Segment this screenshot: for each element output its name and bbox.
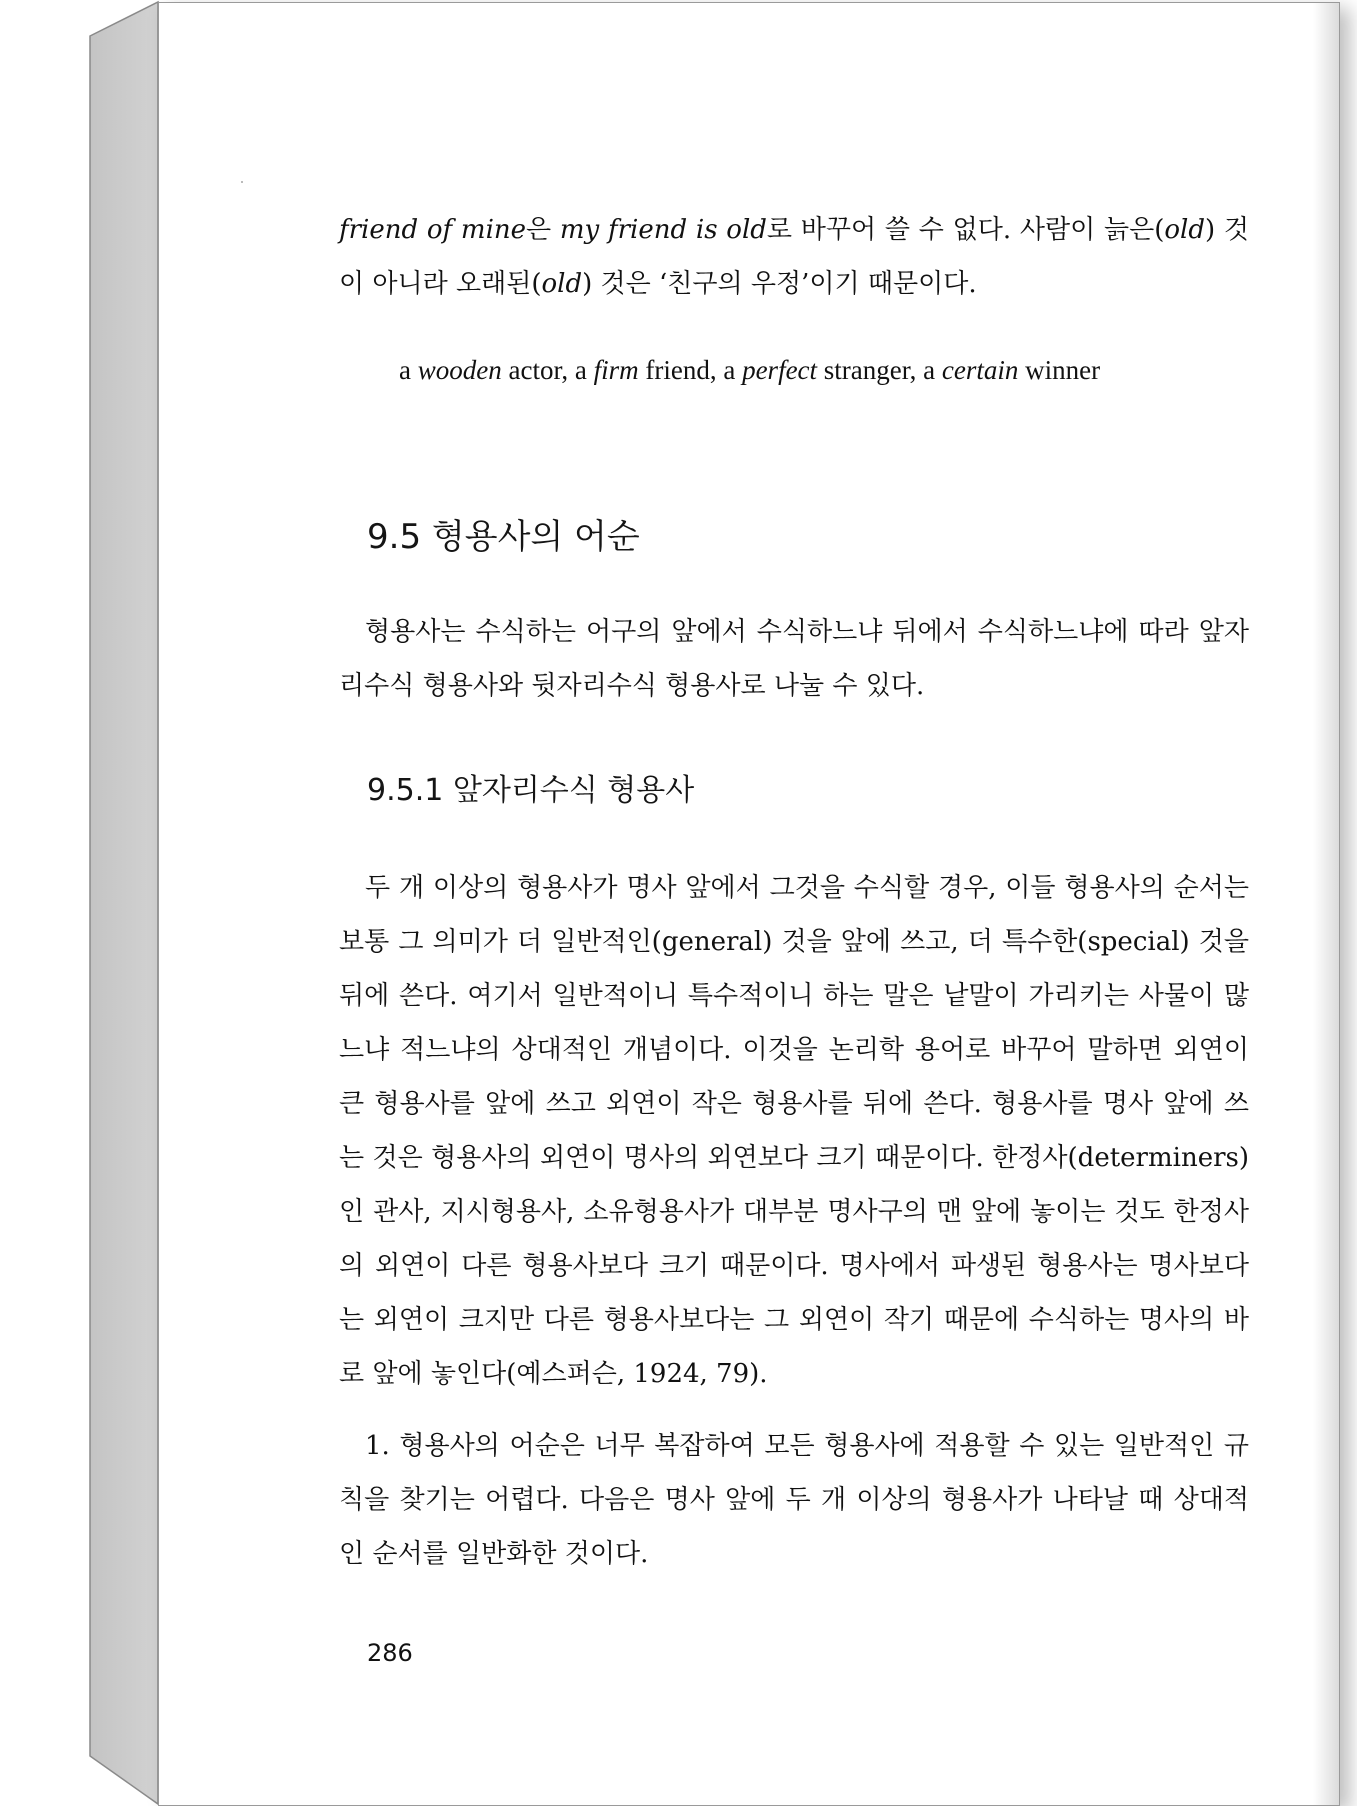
book-spine — [0, 0, 170, 1806]
example-phrase-run: stranger, a — [817, 355, 942, 385]
example-phrase-run: certain — [941, 355, 1019, 385]
top-paragraph-run: old — [541, 269, 583, 299]
top-paragraph-run: 은 — [526, 215, 560, 245]
top-paragraph-run: 로 바꾸어 쓸 수 없다. 사람이 늙은( — [766, 215, 1165, 245]
example-phrase-run: actor, a — [501, 355, 594, 385]
example-phrase-run: a — [399, 355, 418, 385]
section-intro-paragraph: 형용사는 수식하는 어구의 앞에서 수식하느냐 뒤에서 수식하느냐에 따라 앞자리수식 형용사와 뒷자리수식 형용사로 나눌 수 있다. — [339, 617, 1249, 701]
example-phrase-run: wooden — [417, 355, 502, 385]
rule-paragraph: 1. 형용사의 어순은 너무 복잡하여 모든 형용사에 적용할 수 있는 일반적인 규칙을 찾기는 어렵다. 다음은 명사 앞에 두 개 이상의 형용사가 나타날 때 상대적인 순서를 일반화한 것이다. — [339, 1431, 1249, 1569]
top-paragraph-run: ) 것은 ‘친구의 우정’이기 때문이다. — [582, 269, 977, 299]
section-heading: 9.5 형용사의 어순 — [367, 517, 640, 557]
example-phrase-run: firm — [593, 355, 639, 385]
example-phrase-run: winner — [1018, 355, 1101, 385]
example-phrase-run: perfect — [742, 355, 818, 385]
example-phrase-line — [399, 355, 1100, 386]
page-edge-shading — [1313, 3, 1339, 1805]
example-phrase-run: friend, a — [638, 355, 743, 385]
top-paragraph — [339, 203, 1249, 311]
subsection-heading: 9.5.1 앞자리수식 형용사 — [367, 773, 695, 808]
main-paragraph: 두 개 이상의 형용사가 명사 앞에서 그것을 수식할 경우, 이들 형용사의 순서는 보통 그 의미가 더 일반적인(general) 것을 앞에 쓰고, 더 특수한(special) 것을 뒤에 쓴다. 여기서 일반적이니 특수적이니 하는 말은 낱말이 가리키는 사물이 많느냐 적느냐의 상대적인 개념이다. 이것을 논리학 용어로 바꾸어 말하면 외연이 큰 형용사를 앞에 쓰고 외연이 작은 형용사를 뒤에 쓴다. 형용사를 명사 앞에 쓰는 것은 형용사의 외연이 명사의 외연보다 크기 때문이다. 한정사(determiners)인 관사, 지시형용사, 소유형용사가 대부분 명사구의 맨 앞에 놓이는 것도 한정사의 외연이 다른 형용사보다 크기 때문이다. 명사에서 파생된 형용사는 명사보다는 외연이 크지만 다른 형용사보다는 그 외연이 작기 때문에 수식하는 명사의 바로 앞에 놓인다(예스퍼슨, 1924, 79). — [339, 873, 1249, 1389]
top-paragraph-run: my friend is old — [559, 215, 767, 245]
book-page — [158, 2, 1340, 1806]
top-paragraph-run: friend of mine — [339, 215, 527, 245]
top-paragraph-run: old — [1164, 215, 1205, 245]
page-mark — [241, 181, 243, 183]
top-paragraph-run: ) 것이 아니라 오래된( — [339, 215, 1249, 299]
page-number: 286 — [367, 1639, 413, 1667]
